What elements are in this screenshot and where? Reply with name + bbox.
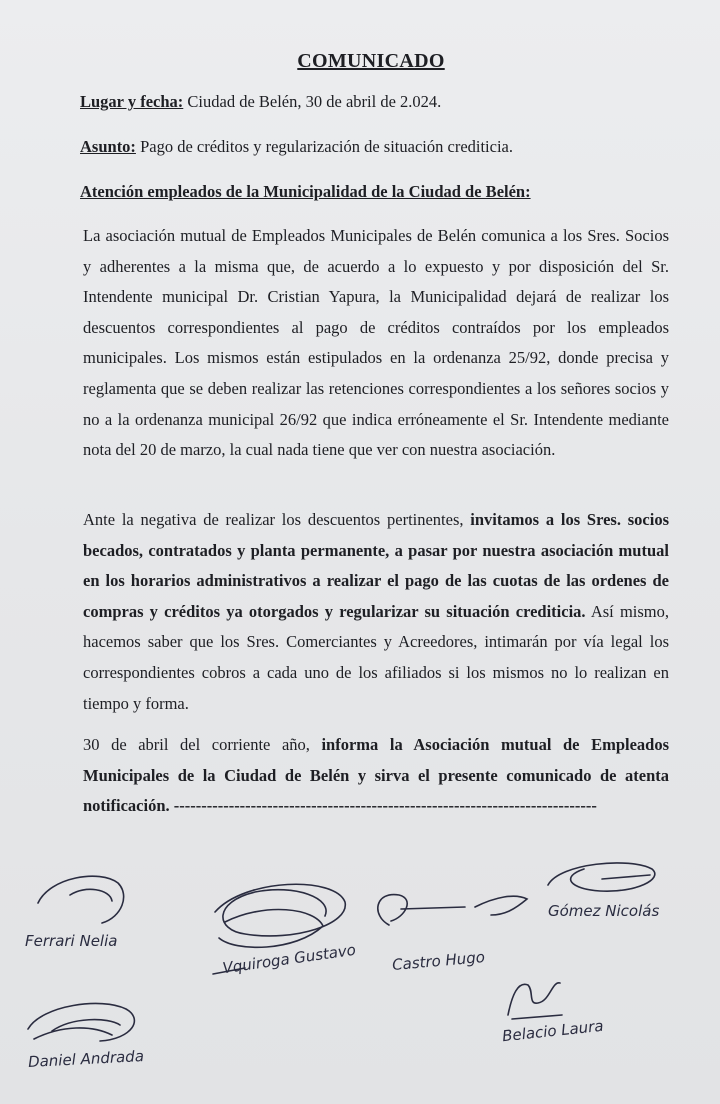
signature-scribble-5 — [22, 995, 152, 1055]
paragraph-2-invitation: invitamos a los Sres. socios becados, contratados y planta permanente, a pasar por nuestra asociación mutual en los horarios administrativos a realizar el pago de las cuotas de las ordenes de compras y créditos ya otorgados y regularizar su situación crediticia. — [83, 510, 669, 621]
subject-line — [80, 137, 513, 157]
paragraph-1: La asociación mutual de Empleados Municipales de Belén comunica a los Sres. Socios y adherentes a la misma que, de acuerdo a lo expuesto y por disposición del Sr. Intendente municipal Dr. Cristian Yapura, la Municipalidad dejará de realizar los descuentos correspondientes al pago de créditos contraídos por los empleados municipales. Los mismos están estipulados en la ordenanza 25/92, donde precisa y reglamenta que se deben realizar las retenciones correspondientes a los señores socios y no a la ordenanza municipal 26/92 que indica erróneamente el Sr. Intendente mediante nota del 20 de marzo, la cual nada tiene que ver con nuestra asociación. — [83, 226, 669, 460]
signature-scribble-1 — [30, 865, 140, 935]
place-date-line — [80, 92, 441, 112]
attention-heading: Atención empleados de la Municipalidad de la Ciudad de Belén: — [80, 182, 531, 201]
signature-scribble-6 — [498, 975, 578, 1025]
signature-scribble-4 — [540, 855, 670, 905]
subject-label: Asunto: — [80, 137, 136, 156]
place-date-value: Ciudad de Belén, 30 de abril de 2.024. — [183, 92, 442, 111]
signature-name-6: Belacio Laura — [501, 1016, 605, 1046]
signature-name-5: Daniel Andrada — [27, 1046, 145, 1072]
place-date-label: Lugar y fecha: — [80, 92, 184, 111]
paragraph-3-informa: informa la Asociación mutual de Empleados Municipales de la Ciudad de Belén y sirva el presente comunicado de atenta notificación. — [83, 735, 670, 816]
signature-name-4: Gómez Nicolás — [548, 902, 660, 920]
paragraph-3-dashes: ----------------------------------------------------------------------------- — [169, 796, 597, 816]
signature-scribble-3 — [365, 885, 535, 945]
paragraph-2-intro: Ante la negativa de realizar los descuentos pertinentes, — [83, 510, 471, 529]
subject-value: Pago de créditos y regularización de situación crediticia. — [135, 137, 513, 156]
paragraph-3-date: 30 de abril del corriente año, — [83, 735, 322, 754]
signature-name-3: Castro Hugo — [391, 947, 486, 975]
paragraph-2-notice: Así mismo, hacemos saber que los Sres. Comerciantes y Acreedores, intimarán por vía legal los correspondientes cobros a cada uno de los afiliados si los mismos no lo realizan en tiempo y forma. — [83, 601, 670, 713]
document-title: COMUNICADO — [297, 50, 445, 72]
paragraph-3 — [83, 730, 669, 822]
signature-name-2: Vquiroga Gustavo — [221, 940, 357, 978]
signature-name-1: Ferrari Nelia — [25, 932, 118, 950]
paragraph-2 — [83, 505, 669, 719]
